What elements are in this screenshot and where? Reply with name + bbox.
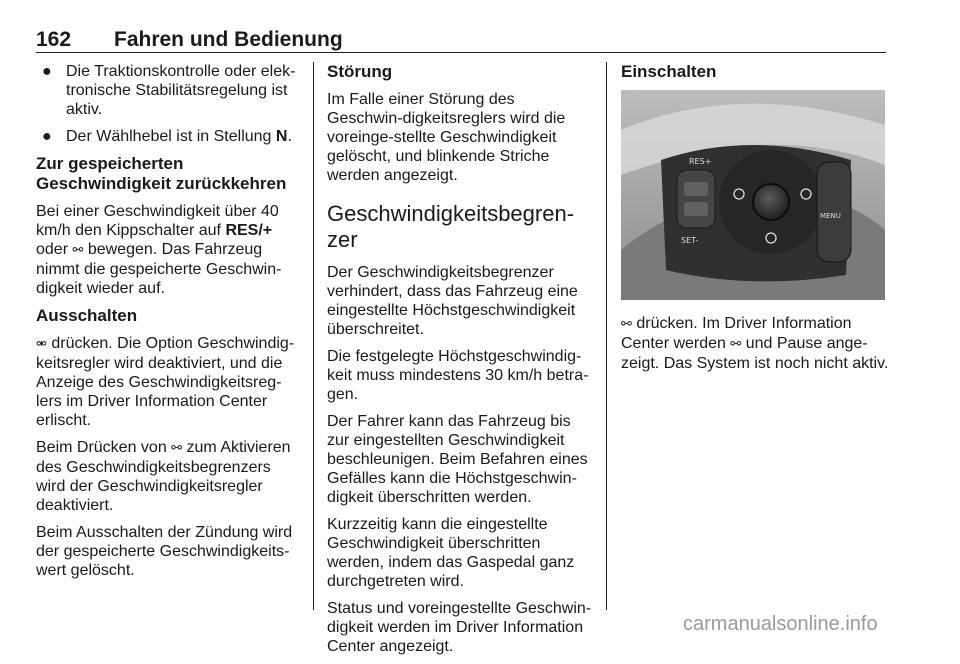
watermark: carmanualsonline.info	[683, 613, 878, 635]
bullet-icon: ●	[42, 63, 52, 80]
menu-label: MENU	[820, 212, 841, 220]
list-item: ● Die Traktionskontrolle oder elek-tronische Stabilitätsregelung ist aktiv.	[36, 62, 298, 119]
page-title: Fahren und Bedienung	[114, 28, 343, 51]
page-number: 162	[36, 28, 72, 51]
section-heading-fault: Störung	[327, 62, 393, 81]
paragraph: Der Geschwindigkeitsbegrenzer verhindert, dass das Fahrzeug eine eingestellte Höchstgeschwindigkeit überschreitet.	[327, 264, 578, 338]
section-heading-resume: Zur gespeicherten Geschwindigkeit zurückkehren	[36, 154, 287, 193]
res-label: RES+	[689, 157, 712, 166]
section-heading-off: Ausschalten	[36, 306, 138, 325]
steering-wheel-photo	[621, 90, 885, 300]
paragraph: ⚯ drücken. Im Driver Information Center werden ⚯ und Pause ange-zeigt. Das System ist noch nicht aktiv.	[621, 315, 889, 372]
cruise-off-icon: ⚮	[36, 337, 47, 352]
paragraph: Die festgelegte Höchstgeschwindig-keit muss mindestens 30 km/h betra-gen.	[327, 348, 589, 403]
column-divider	[313, 62, 314, 610]
limiter-icon: ⚯	[730, 337, 742, 352]
column-divider	[606, 62, 607, 610]
column-3	[621, 62, 889, 381]
paragraph: Beim Ausschalten der Zündung wird der gespeicherte Geschwindigkeits-wert gelöscht.	[36, 524, 293, 579]
limiter-icon: ⚯	[72, 243, 84, 258]
section-heading-limiter: Geschwindigkeitsbegren-zer	[327, 201, 575, 252]
set-label: SET-	[681, 236, 699, 245]
paragraph: Im Falle einer Störung des Geschwin-digkeitsreglers wird die voreinge-stellte Geschwindigkeit gelöscht, und blinkende Striche werden angezeigt.	[327, 91, 566, 184]
paragraph: Status und voreingestellte Geschwin-digkeit werden im Driver Information Center angezeigt.	[327, 600, 592, 655]
paragraph: Kurzzeitig kann die eingestellte Geschwindigkeit überschritten werden, indem das Gaspedal ganz durchgetreten wird.	[327, 516, 575, 590]
page-header	[36, 28, 886, 53]
bullet-icon: ●	[42, 128, 52, 145]
limiter-icon: ⚯	[621, 317, 632, 332]
paragraph: Bei einer Geschwindigkeit über 40 km/h den Kippschalter auf RES/+ oder ⚯ bewegen. Das Fahrzeug nimmt die gespeicherte Geschwin-digkeit wieder auf.	[36, 203, 282, 297]
column-1	[36, 62, 298, 588]
paragraph: Beim Drücken von ⚯ zum Aktivieren des Geschwindigkeitsbegrenzers wird der Geschwindigkeitsregler deaktiviert.	[36, 439, 291, 514]
limiter-icon: ⚯	[171, 441, 183, 456]
paragraph: ⚮ drücken. Die Option Geschwindig-keitsregler wird deaktiviert, und die Anzeige des Geschwindigkeitsreg-lers im Driver Information Center erlischt.	[36, 335, 295, 429]
column-2	[327, 62, 593, 664]
paragraph: Der Fahrer kann das Fahrzeug bis zur eingestellten Geschwindigkeit beschleunigen. Beim Befahren eines Gefälles kann die Höchstgeschwin-digkeit überschritten werden.	[327, 413, 588, 506]
section-heading-on: Einschalten	[621, 62, 717, 81]
list-item: ● Der Wählhebel ist in Stellung N.	[36, 127, 298, 146]
